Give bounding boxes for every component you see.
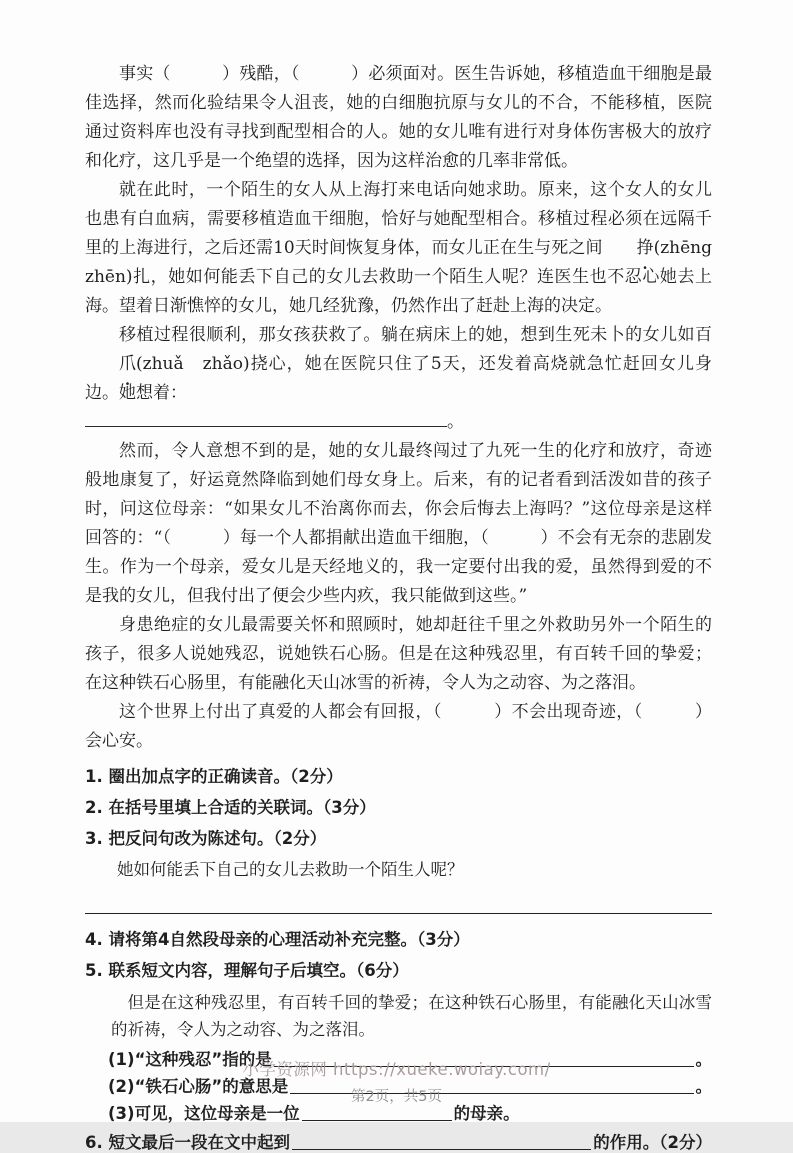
answer-blank bbox=[292, 1147, 591, 1150]
question-6-text: 6. 短文最后一段在文中起到 bbox=[85, 1133, 290, 1152]
question-2: 2. 在括号里填上合适的关联词。（3分） bbox=[85, 798, 376, 817]
reading-passage bbox=[85, 60, 729, 756]
paragraph-5: 身患绝症的女儿最需要关怀和照顾时，她却赶往千里之外救助另外一个陌生的孩子，很多人说她残忍，说她铁石心肠。但是在这种残忍里，有百转千回的挚爱；在这种铁石心肠里，有能融化天山冰雪的祈祷，令人为之动容、为之落泪。 bbox=[85, 615, 712, 693]
sub-question-suffix: 。 bbox=[695, 1077, 712, 1096]
question-3-answer-line bbox=[85, 893, 712, 914]
question-6 bbox=[85, 1132, 712, 1153]
passage-text: (zhuǎ zhǎo)挠心，她在医院只住了5天，还发着高烧就急忙赶回女儿身边。她想着： bbox=[85, 354, 712, 403]
blank-suffix-period: 。 bbox=[447, 412, 464, 432]
dotted-char-zheng: 挣 bbox=[636, 238, 654, 258]
question-6-suffix: 的作用。（2分） bbox=[593, 1133, 712, 1152]
paragraph-3-answer-line bbox=[85, 408, 712, 437]
sub-question-suffix: 。 bbox=[695, 1050, 712, 1069]
passage-text: 就在此时，一个陌生的女人从上海打来电话向她求助。原来，这个女人的女儿也患有白血病，需要移植造血干细胞，恰好与她配型相合。移植过程必须在远隔千里的上海进行，之后还需10天时间恢复身体，而女儿正在生与死之间 bbox=[85, 180, 712, 258]
question-5: 5. 联系短文内容，理解句子后填空。（6分） bbox=[85, 961, 409, 980]
footer-page-number: 第2页，共5页 bbox=[351, 1089, 442, 1105]
paragraph-3 bbox=[85, 321, 712, 408]
passage-text: 移植过程很顺利，那女孩获救了。躺在病床上的她，想到生死未卜的女儿如百 bbox=[119, 325, 712, 345]
answer-blank bbox=[302, 1118, 452, 1121]
paragraph-6: 这个世界上付出了真爱的人都会有回报，（ ）不会出现奇迹，（ ）会心安。 bbox=[85, 702, 712, 751]
question-3-sentence: 她如何能丢下自己的女儿去救助一个陌生人呢？ bbox=[117, 860, 464, 879]
question-4: 4. 请将第4自然段母亲的心理活动补充完整。（3分） bbox=[85, 930, 470, 949]
sub-question-label-text: (2)“铁石心肠”的意思是 bbox=[108, 1077, 289, 1096]
sub-question-suffix: 的母亲。 bbox=[453, 1104, 520, 1123]
footer-site-url: 小学资源网 https://xueke.woiay.com/ bbox=[242, 1060, 551, 1079]
question-5-sub-3 bbox=[108, 1103, 712, 1124]
question-1: 1. 圈出加点字的正确读音。（2分） bbox=[85, 767, 343, 786]
paragraph-1: 事实（ ）残酷，（ ）必须面对。医生告诉她，移植造血干细胞是最佳选择，然而化验结果令人沮丧，她的白细胞抗原与女儿的不合，不能移植，医院通过资料库也没有寻找到配型相合的人。她的女儿唯有进行对身体伤害极大的放疗和化疗，这几乎是一个绝望的选择，因为这样治愈的几率非常低。 bbox=[85, 64, 712, 171]
paragraph-2 bbox=[85, 176, 729, 321]
sub-question-label-text: (1)“这种残忍”指的是 bbox=[108, 1050, 272, 1069]
paragraph-4: 然而，令人意想不到的是，她的女儿最终闯过了九死一生的化疗和放疗，奇迹般地康复了，好运竟然降临到她们母女身上。后来，有的记者看到活泼如昔的孩子时，问这位母亲：“如果女儿不治离你而去，你会后悔去上海吗？”这位母亲是这样回答的：“（ ）每一个人都捐献出造血干细胞，（ ）不会有无奈的悲剧发生。作为一个母亲，爱女儿是天经地义的，我一定要付出我的爱，虽然得到爱的不是我的女儿，但我付出了便会少些内疚，我只能做到这些。” bbox=[85, 441, 712, 606]
question-5-quote: 但是在这种残忍里，有百转千回的挚爱；在这种铁石心肠里，有能融化天山冰雪的祈祷，令人为之动容、为之落泪。 bbox=[111, 993, 712, 1039]
page-footer bbox=[0, 1056, 793, 1106]
sub-question-label-text: (3)可见，这位母亲是一位 bbox=[108, 1104, 300, 1123]
answer-blank bbox=[85, 408, 447, 427]
question-3: 3. 把反问句改为陈述句。（2分） bbox=[85, 829, 327, 848]
dotted-char-zhua: 爪 bbox=[119, 354, 136, 374]
passage-text: (zhēng zhēn)扎，她如何能丢下自己的女儿去救助一个陌生人呢？连医生也不忍心她去上海。望着日渐憔悴的女儿，她几经犹豫，仍然作出了赶赴上海的决定。 bbox=[85, 238, 729, 316]
